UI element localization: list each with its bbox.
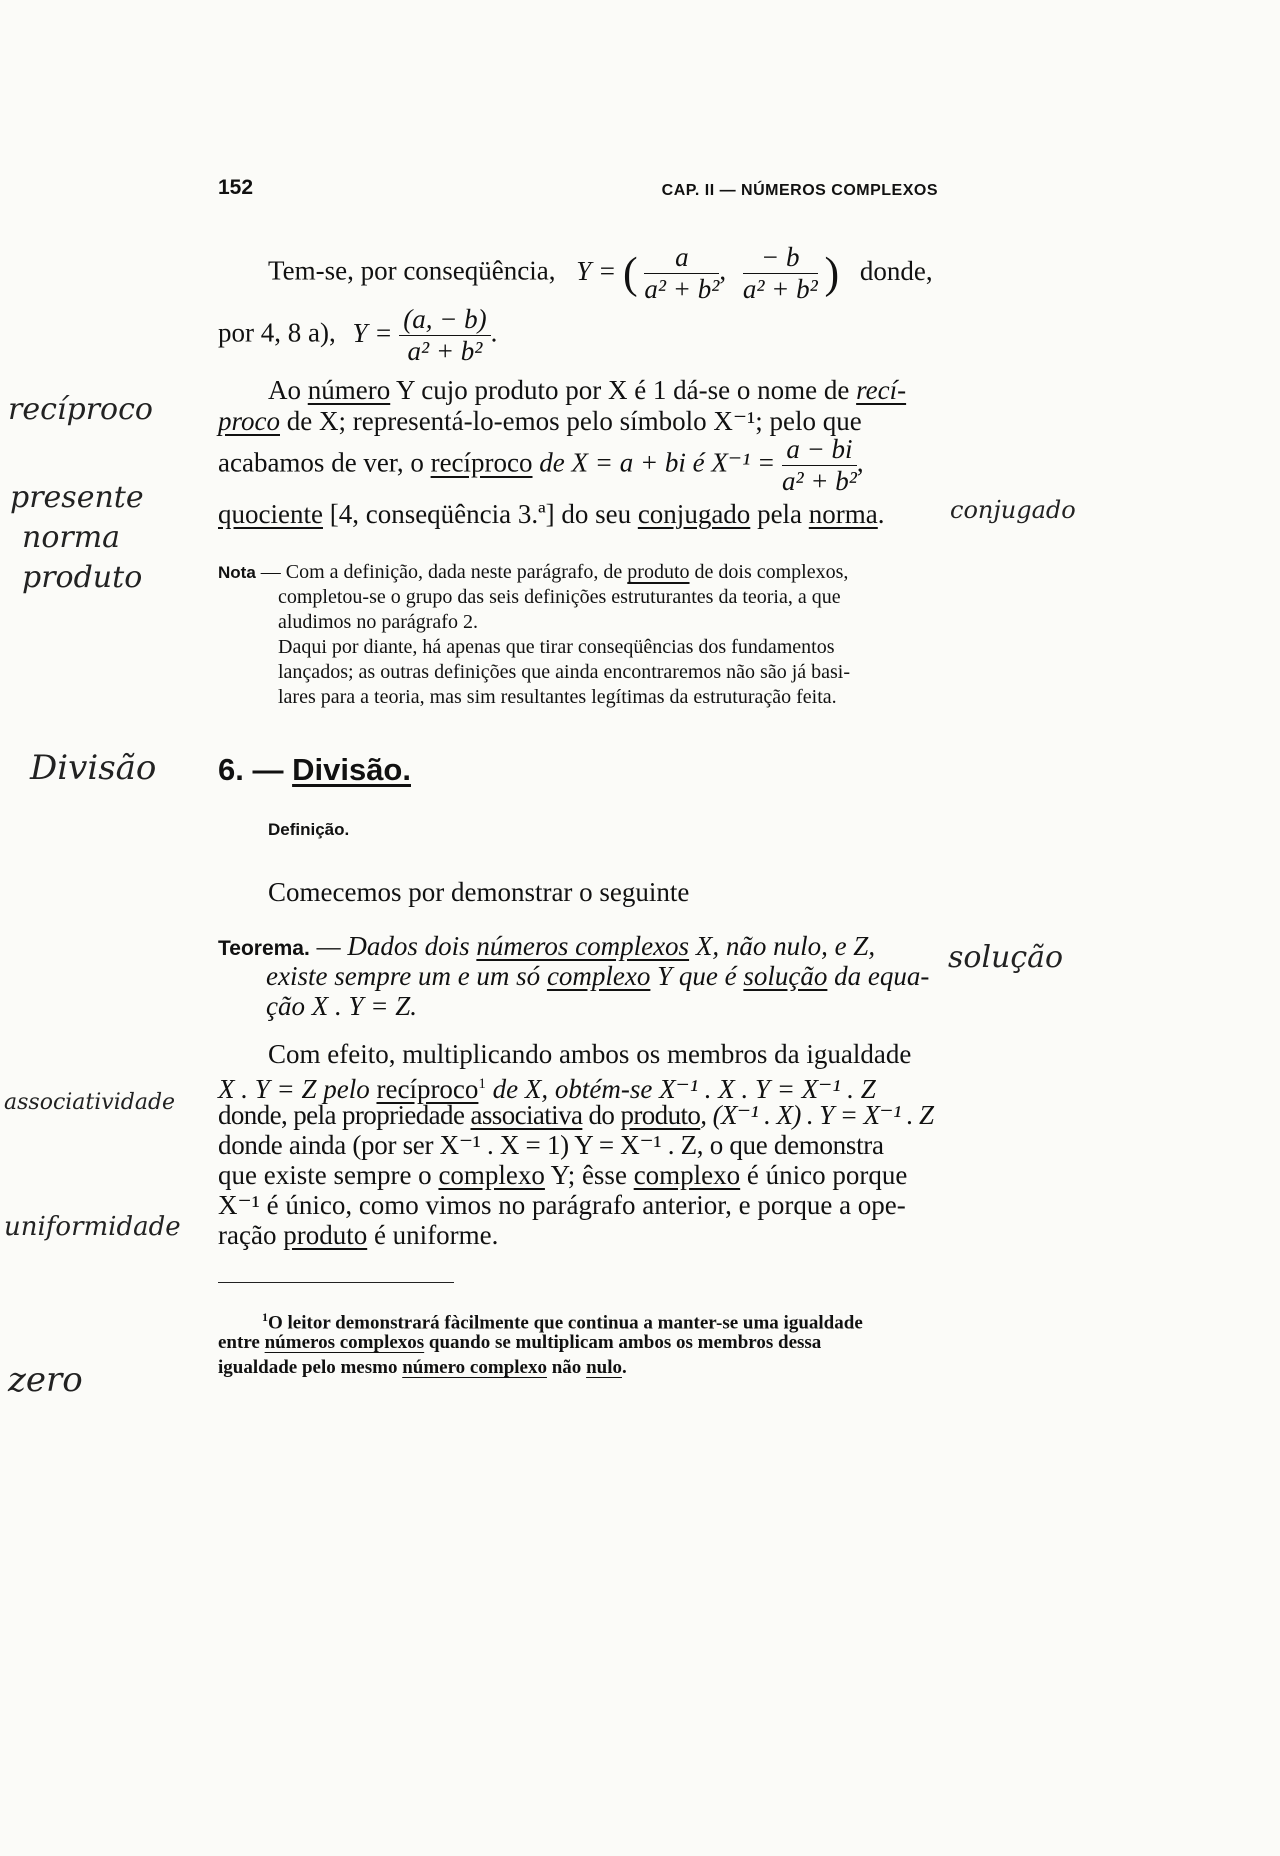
margin-note-produto: produto — [22, 560, 143, 595]
page-number: 152 — [218, 176, 254, 199]
margin-note-reciproco: recíproco — [8, 392, 153, 427]
margin-note-associatividade: associatividade — [4, 1090, 176, 1115]
para1-intro: Tem-se, por conseqüência, — [268, 255, 556, 286]
margin-note-zero: zero — [8, 1360, 83, 1400]
section-subheading: Definição. — [268, 820, 350, 839]
proof-line-3: donde, pela propriedade associativa do produto, (X⁻¹ . X) . Y = X⁻¹ . Z — [218, 1100, 934, 1130]
line2-prefix: por 4, 8 a), — [218, 317, 336, 348]
theorem-line-3: ção X . Y = Z. — [266, 991, 417, 1021]
margin-note-solucao: solução — [948, 940, 1064, 975]
formula-line-2: por 4, 8 a), Y = $\frac{(a, - b)}{\text{a² + b²}}$ . — [218, 304, 498, 366]
nota-line-2: completou-se o grupo das seis definições estruturantes da teoria, a que — [278, 586, 841, 608]
running-title: CAP. II — NÚMEROS COMPLEXOS — [661, 182, 938, 199]
section-heading — [218, 752, 411, 788]
para2-line-2: proco de X; representá-lo-emos pelo símbolo X⁻¹; pelo que — [218, 406, 862, 436]
nota-line-4: Daqui por diante, há apenas que tirar conseqüências dos fundamentos — [278, 636, 835, 658]
margin-note-presente: presente — [10, 480, 144, 515]
para2-line-3: acabamos de ver, o recíproco de X = a + bi é X⁻¹ = $\frac{a - bi}{\text{a² + b²}}$ , — [218, 434, 864, 496]
section-title: Divisão. — [292, 752, 411, 787]
para2-line-4: quociente [4, conseqüência 3.ª] do seu conjugado pela norma. — [218, 499, 885, 529]
proof-line-7: ração produto é uniforme. — [218, 1220, 499, 1250]
fraction-1: $\frac{a}{\text{a² + b²}}$ — [644, 242, 720, 304]
margin-note-conjugado: conjugado — [950, 496, 1076, 524]
footnote-line-2: entre números complexos quando se multiplicam ambos os membros dessa — [218, 1332, 822, 1353]
footnote-rule — [218, 1282, 454, 1283]
footnote-line-3: igualdade pelo mesmo número complexo não nulo. — [218, 1357, 627, 1378]
margin-note-divisao: Divisão — [30, 748, 157, 788]
nota-line-6: lares para a teoria, mas sim resultantes legítimas da estruturação feita. — [278, 686, 837, 708]
nota-label: Nota — [218, 563, 256, 582]
proof-line-1: Com efeito, multiplicando ambos os membros da igualdade — [268, 1039, 912, 1069]
y-equals: Y = — [576, 255, 617, 286]
proof-line-6: X⁻¹ é único, como vimos no parágrafo anterior, e porque a ope- — [218, 1190, 906, 1220]
footnote-line-1: $^1$O leitor demonstrará fàcilmente que continua a manter-se uma igualdade — [262, 1310, 863, 1334]
y-equals-2: Y = — [352, 317, 393, 348]
theorem-line-2: existe sempre um e um só complexo Y que é solução da equa- — [266, 961, 930, 991]
fraction-2: $\frac{- b}{\text{a² + b²}}$ — [742, 242, 818, 304]
theorem-label: Teorema. — [218, 937, 310, 960]
para1-tail: donde, — [859, 255, 933, 286]
para2-line-1: Ao número Y cujo produto por X é 1 dá-se o nome de recí- — [268, 375, 907, 405]
nota-line-5: lançados; as outras definições que ainda encontraremos não são já basi- — [278, 661, 851, 683]
theorem-intro: Comecemos por demonstrar o seguinte — [268, 877, 690, 907]
theorem-line-1: Teorema. — Dados dois números complexos X, não nulo, e Z, — [218, 931, 876, 961]
proof-line-2: X . Y = Z pelo recíproco$^1$ de X, obtém-se X⁻¹ . X . Y = X⁻¹ . Z — [218, 1074, 876, 1104]
nota-line-3: aludimos no parágrafo 2. — [278, 611, 478, 633]
formula-line-1: Tem-se, por conseqüência, Y = ( $\frac{a}{\text{a² + b²}}$ , $\frac{- b}{\text{a² + b²}}$ ) donde, — [268, 242, 933, 304]
section-number: 6. — — [218, 752, 284, 787]
proof-line-5: que existe sempre o complexo Y; êsse complexo é único porque — [218, 1160, 908, 1190]
margin-note-norma: norma — [22, 520, 121, 555]
fraction-3: $\frac{(a, - b)}{\text{a² + b²}}$ — [399, 306, 490, 365]
nota-line-1: Nota — Com a definição, dada neste parágrafo, de produto de dois complexos, — [218, 561, 849, 583]
fraction-4: $\frac{a - bi}{\text{a² + b²}}$ — [781, 434, 857, 496]
margin-note-uniformidade: uniformidade — [4, 1212, 181, 1242]
proof-line-4: donde ainda (por ser X⁻¹ . X = 1) Y = X⁻¹ . Z, o que demonstra — [218, 1130, 884, 1160]
